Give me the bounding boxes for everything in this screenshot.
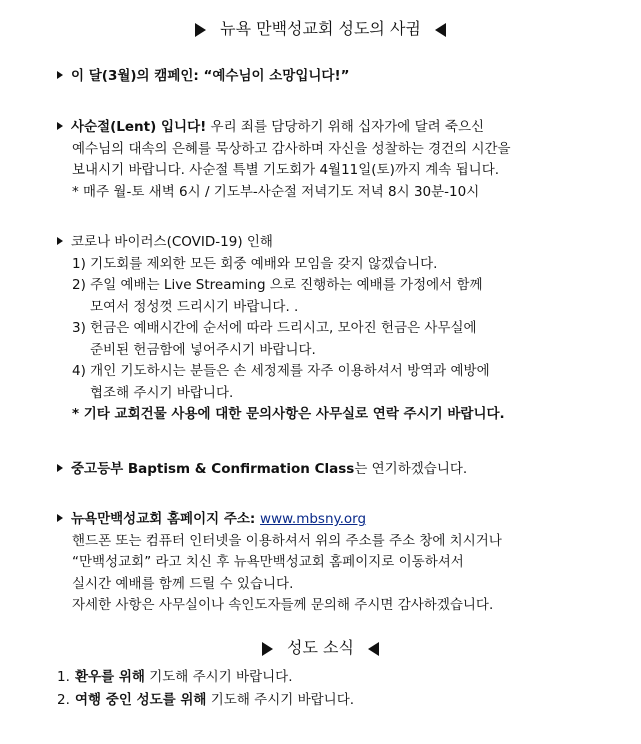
- news-item: [57, 667, 354, 689]
- lent-section: [57, 117, 617, 203]
- homepage-title: 뉴욕만백성교회 홈페이지 주소:: [71, 511, 261, 527]
- baptism-title: 중고등부 Baptism & Confirmation Class: [71, 461, 355, 477]
- bullet-icon: [57, 122, 63, 130]
- homepage-line4: 실시간 예배를 함께 드릴 수 있습니다.: [72, 575, 294, 592]
- homepage-line3: “만백성교회” 라고 치신 후 뉴욕만백성교회 홈페이지로 이동하셔서: [72, 554, 464, 570]
- news-header: [0, 637, 641, 659]
- campaign-section: [57, 66, 617, 88]
- lent-note: * 매주 월-토 새벽 6시 / 기도부-사순절 저녁기도 저녁 8시 30분-10시: [72, 183, 480, 200]
- covid-item-4: 4) 개인 기도하시는 분들은 손 세정제를 자주 이용하셔서 방역과 예방에: [72, 363, 490, 379]
- covid-item-3-cont: 준비된 헌금함에 넣어주시기 바랍니다.: [90, 341, 316, 358]
- triangle-left-icon: [368, 642, 379, 656]
- news-item-bold: 환우를 위해: [75, 669, 145, 685]
- bullet-icon: [57, 514, 63, 522]
- homepage-section: [57, 509, 617, 617]
- covid-section: [57, 232, 617, 426]
- news-item-text: 기도해 주시기 바랍니다.: [206, 691, 355, 708]
- baptism-rest: 는 연기하겠습니다.: [354, 461, 468, 477]
- campaign-label: 이 달(3월)의 캠페인: “예수님이 소망입니다!”: [71, 68, 350, 84]
- homepage-line2: 핸드폰 또는 컴퓨터 인터넷을 이용하셔서 위의 주소를 주소 창에 치시거나: [72, 532, 502, 549]
- bullet-icon: [57, 237, 63, 245]
- homepage-line5: 자세한 사항은 사무실이나 속인도자들께 문의해 주시면 감사하겠습니다.: [72, 597, 494, 613]
- covid-item-1: 1) 기도회를 제외한 모든 회중 예배와 모임을 갖지 않겠습니다.: [72, 255, 438, 272]
- triangle-left-icon: [435, 23, 446, 37]
- news-list: [57, 667, 354, 711]
- news-title: 성도 소식: [287, 638, 354, 657]
- covid-item-2-cont: 모여서 정성껏 드리시기 바랍니다. .: [90, 298, 299, 315]
- baptism-section: [57, 459, 617, 481]
- covid-item-2: 2) 주일 예배는 Live Streaming 으로 진행하는 예배를 가정에서 함께: [72, 277, 483, 293]
- news-item-number: 2.: [57, 691, 70, 708]
- lent-line3: 보내시기 바랍니다. 사순절 특별 기도회가 4월11일(토)까지 계속 됩니다.: [72, 162, 500, 178]
- covid-item-4-cont: 협조해 주시기 바랍니다.: [90, 384, 234, 401]
- triangle-right-icon: [195, 23, 206, 37]
- lent-line2: 예수님의 대속의 은혜를 묵상하고 감사하며 자신을 성찰하는 경건의 시간을: [72, 140, 511, 157]
- triangle-right-icon: [262, 642, 273, 656]
- news-item-bold: 여행 중인 성도를 위해: [75, 691, 207, 708]
- news-item: [57, 690, 354, 712]
- news-item-text: 기도해 주시기 바랍니다.: [144, 669, 293, 685]
- covid-note: * 기타 교회건물 사용에 대한 문의사항은 사무실로 연락 주시기 바랍니다.: [72, 406, 505, 422]
- page-header: [0, 18, 641, 40]
- covid-title: 코로나 바이러스(COVID-19) 인해: [71, 234, 273, 250]
- homepage-link[interactable]: www.mbsny.org: [260, 511, 367, 527]
- lent-title: 사순절(Lent) 입니다!: [71, 119, 207, 135]
- bullet-icon: [57, 71, 63, 79]
- news-item-number: 1.: [57, 669, 70, 685]
- page-title: 뉴욕 만백성교회 성도의 사귐: [220, 19, 421, 38]
- bullet-icon: [57, 464, 63, 472]
- covid-item-3: 3) 헌금은 예배시간에 순서에 따라 드리시고, 모아진 헌금은 사무실에: [72, 320, 477, 336]
- lent-line1: 우리 죄를 담당하기 위해 십자가에 달려 죽으신: [206, 119, 485, 135]
